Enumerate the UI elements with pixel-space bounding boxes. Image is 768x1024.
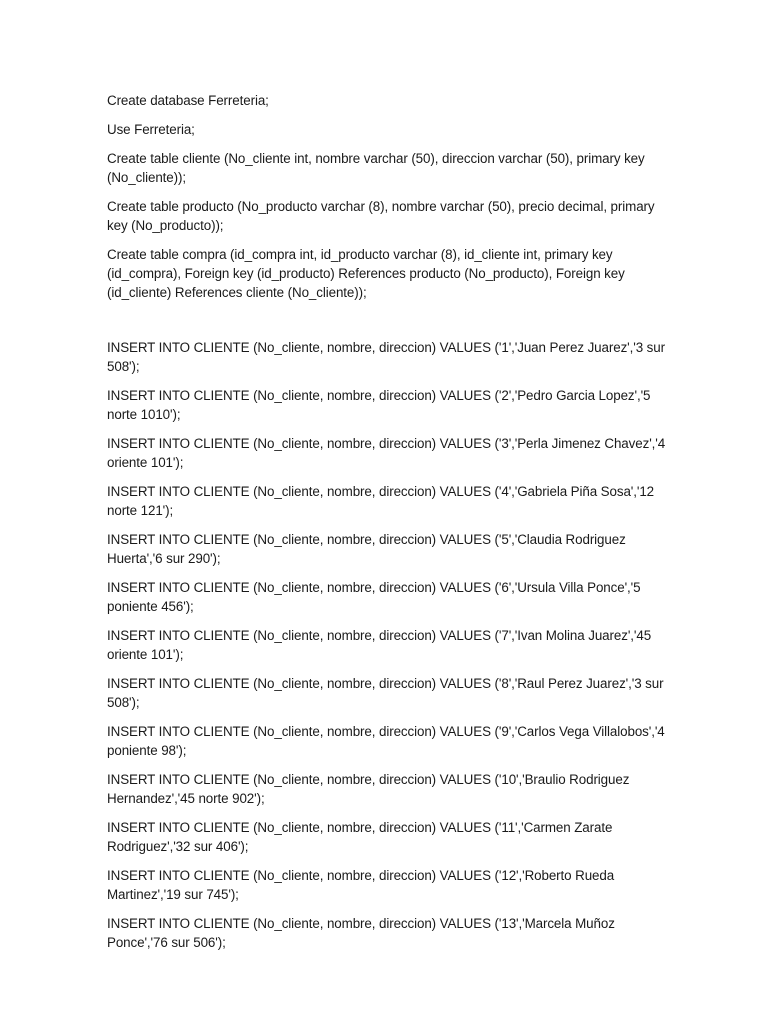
ddl-statement-create-table-compra: Create table compra (id_compra int, id_producto varchar (8), id_cliente int, primary key (id_compra), Foreign key (id_producto) References producto (No_producto), Foreign key (id_cliente) References cliente (No_cliente)); xyxy=(107,247,625,300)
ddl-statement-create-database: Create database Ferreteria; xyxy=(107,93,269,108)
ddl-statement-use-database: Use Ferreteria; xyxy=(107,122,195,137)
ddl-statement-create-table-cliente: Create table cliente (No_cliente int, nombre varchar (50), direccion varchar (50), primary key (No_cliente)); xyxy=(107,151,645,185)
ddl-statement-create-table-producto: Create table producto (No_producto varchar (8), nombre varchar (50), precio decimal, primary key (No_producto)); xyxy=(107,199,655,233)
insert-statement: INSERT INTO CLIENTE (No_cliente, nombre, direccion) VALUES ('2','Pedro Garcia Lopez','5 norte 1010'); xyxy=(107,388,651,422)
insert-statement: INSERT INTO CLIENTE (No_cliente, nombre, direccion) VALUES ('11','Carmen Zarate Rodriguez','32 sur 406'); xyxy=(107,820,613,854)
insert-statement: INSERT INTO CLIENTE (No_cliente, nombre, direccion) VALUES ('7','Ivan Molina Juarez','45 oriente 101'); xyxy=(107,628,652,662)
insert-statement: INSERT INTO CLIENTE (No_cliente, nombre, direccion) VALUES ('3','Perla Jimenez Chavez','4 oriente 101'); xyxy=(107,436,666,470)
ddl-section xyxy=(107,91,668,302)
insert-statement: INSERT INTO CLIENTE (No_cliente, nombre, direccion) VALUES ('5','Claudia Rodriguez Huerta','6 sur 290'); xyxy=(107,532,626,566)
insert-statement: INSERT INTO CLIENTE (No_cliente, nombre, direccion) VALUES ('13','Marcela Muñoz Ponce','76 sur 506'); xyxy=(107,916,615,950)
insert-statement: INSERT INTO CLIENTE (No_cliente, nombre, direccion) VALUES ('1','Juan Perez Juarez','3 sur 508'); xyxy=(107,340,665,374)
insert-statement: INSERT INTO CLIENTE (No_cliente, nombre, direccion) VALUES ('10','Braulio Rodriguez Hernandez','45 norte 902'); xyxy=(107,772,630,806)
insert-statement: INSERT INTO CLIENTE (No_cliente, nombre, direccion) VALUES ('8','Raul Perez Juarez','3 sur 508'); xyxy=(107,676,664,710)
insert-statement: INSERT INTO CLIENTE (No_cliente, nombre, direccion) VALUES ('4','Gabriela Piña Sosa','12 norte 121'); xyxy=(107,484,655,518)
blank-line xyxy=(107,312,668,338)
insert-statement: INSERT INTO CLIENTE (No_cliente, nombre, direccion) VALUES ('6','Ursula Villa Ponce','5 poniente 456'); xyxy=(107,580,641,614)
insert-statement: INSERT INTO CLIENTE (No_cliente, nombre, direccion) VALUES ('12','Roberto Rueda Martinez','19 sur 745'); xyxy=(107,868,615,902)
insert-section xyxy=(107,338,668,952)
insert-statement: INSERT INTO CLIENTE (No_cliente, nombre, direccion) VALUES ('9','Carlos Vega Villalobos','4 poniente 98'); xyxy=(107,724,665,758)
